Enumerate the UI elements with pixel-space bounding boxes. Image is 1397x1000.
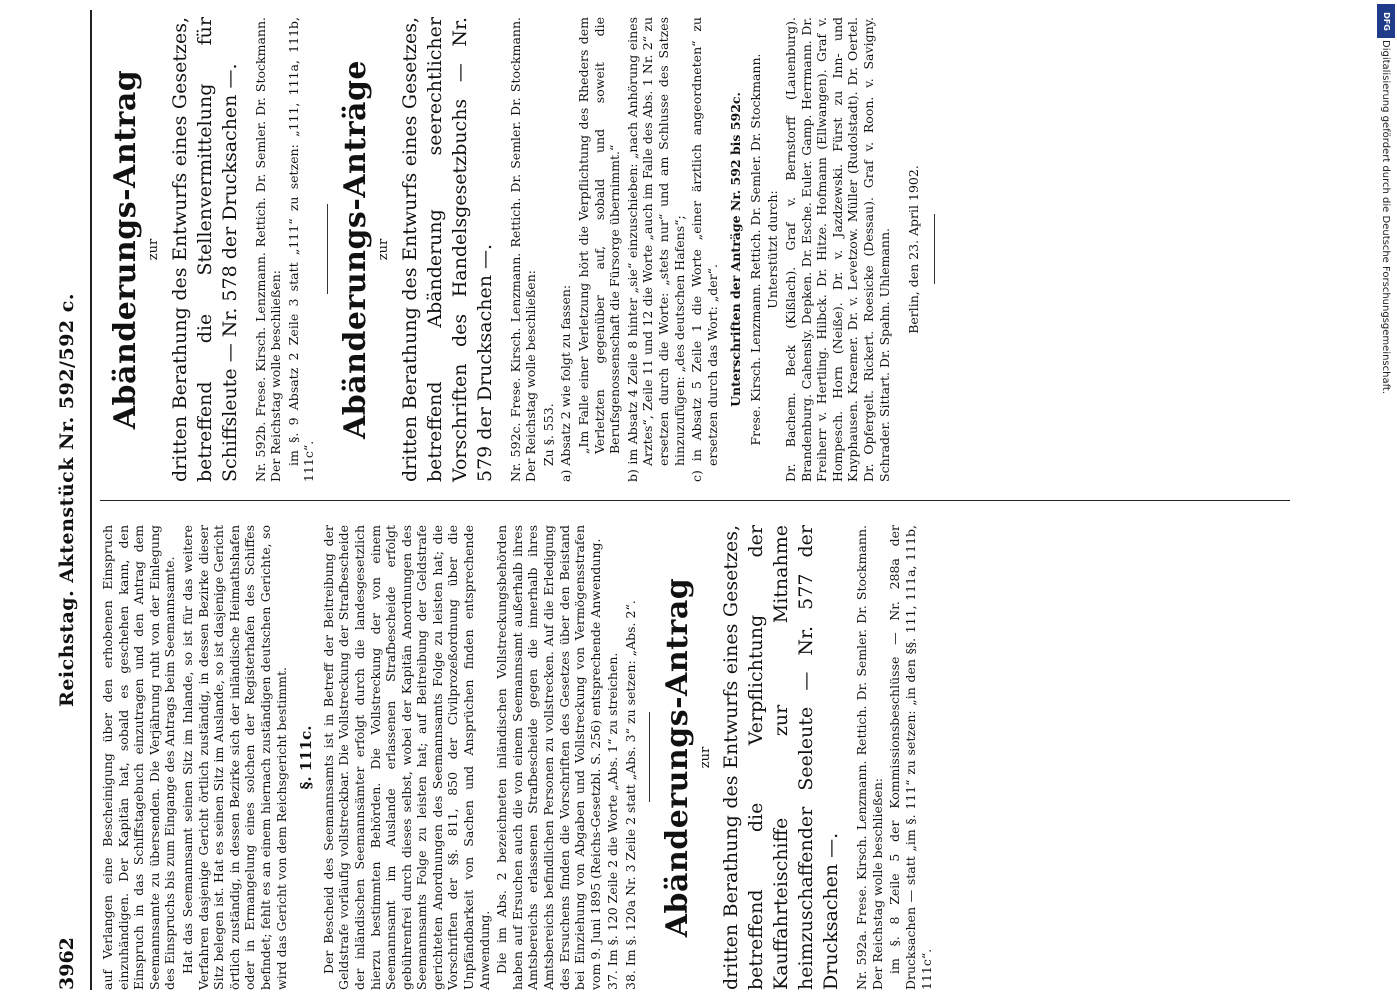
right-column <box>100 17 1340 482</box>
motion-title: Abänderungs-Antrag <box>659 577 695 938</box>
motion-text: im §. 8 Zeile 5 der Kommissionsbeschlüsse — Nr. 288a der Drucksachen — statt „im §. 111“ zu setzen: „in den §§. 111, 111a, 111b, 111c“. <box>887 525 934 990</box>
running-head: Reichstag. Aktenstück Nr. 592/592 c. <box>56 293 78 707</box>
motion-title: Abänderungs-Anträge <box>337 59 373 440</box>
paragraph: Hat das Seemannsamt seinen Sitz im Inlande, so ist für das weitere Verfahren dasjenige Gericht örtlich zuständig, in dessen Bezirke dieser Sitz belegen ist. Hat es seinen Sitz im Auslande, so ist dasjenige Gericht örtlich zuständig, in dessen Bezirke sich der inländische Heimathshafen oder in Ermangelung eines solchen der Registerhafen des Schiffes befindet; fehlt es an einem hiernach zuständigen deutschen Gerichte, so wird das Gericht von dem Reichsgericht bestimmt. <box>179 525 289 990</box>
date-line: Berlin, den 23. April 1902. <box>906 165 922 334</box>
list-item: c) in Absatz 5 Zeile 1 die Worte „einer ärztlich angeordneten“ zu ersetzen durch das Wort: „der“. <box>689 17 720 482</box>
supporters-list: Dr. Bachem. Beck (Kißlach). Graf v. Bernstorff (Lauenburg). Brandenburg. Cahensly. Depken. Dr. Esche. Euler. Gamp. Herrmann. Dr. Freiherr v. Hertling. Hilbck. Dr. Hitze. Hofmann (Ellwangen). Graf v. Hompesch. Horn (Neiße). Dr. v. Jazdzewski. Fürst zu Inn- und Knyphausen. Kraemer. Dr. v. Levetzow. Müller (Rudolstadt). Dr. Oertel. Dr. Opfergelt. Rickert. Roesicke (Dessau). Graf v. Roon. v. Savigny. Schrader. Sittart. Dr. Spahn. Uhlemann. <box>783 17 892 482</box>
motion-lead: dritten Berathung des Entwurfs eines Gesetzes, betreffend die Verpflichtung der Kauffahrteischiffe zur Mitnahme heimzuschaffender Seeleute — Nr. 577 der Drucksachen —. <box>720 525 843 990</box>
page-header <box>50 10 92 990</box>
divider <box>934 215 935 285</box>
signature-names: Frese. Kirsch. Lenzmann. Rettich. Dr. Semler. Dr. Stockmann. <box>747 53 763 446</box>
quoted-text: „Im Falle einer Verletzung hört die Verpflichtung des Rheders dem Verletzten gegenüber auf, sobald und soweit die Berufsgenossenschaft die Fürsorge übernimmt.“ <box>575 17 623 454</box>
motion-subtitle: zur <box>697 746 713 769</box>
motion-subtitle: zur <box>146 238 161 261</box>
list-item: 38. Im §. 120a Nr. 3 Zeile 2 statt „Abs. 3“ zu setzen: „Abs. 2“. <box>623 600 638 990</box>
page-number: 3962 <box>56 937 78 990</box>
motion-lead: dritten Berathung des Entwurfs eines Gesetzes, betreffend Abänderung seerechtlicher Vorschriften des Handelsgesetzbuchs — Nr. 579 der Drucksachen —. <box>398 17 496 482</box>
motion-header: Nr. 592b. Frese. Kirsch. Lenzmann. Rettich. Dr. Semler. Dr. Stockmann. Der Reichstag wolle beschließen: <box>252 17 284 482</box>
motion-title: Abänderungs-Antrag <box>108 69 143 430</box>
section-ref: Zu §. 553. <box>540 403 556 466</box>
digitization-note <box>1373 40 1395 960</box>
paragraph: Der Bescheid des Seemannsamts ist in Betreff der Beitreibung der Geldstrafe vorläufig vollstreckbar. Die Vollstreckung der Strafbescheide der inländischen Seemannsämter erfolgt durch die landesgesetzlich hierzu bestimmten Behörden. Die Vollstreckung der von einem Seemannsamt im Auslande erlassenen Strafbescheide erfolgt gebührenfrei durch dieses selbst, wobei der Kapitän Anordnungen des Seemannsamts Folge zu leisten hat; auf Beitreibung der Geldstrafe gerichteten Anordnungen des Seemannsamts Folge zu leisten hat; die Vorschriften der §§. 811, 850 der Civilprozeßordnung über die Unpfändbarkeit von Sachen und Ansprüchen finden entsprechende Anwendung. <box>320 525 492 990</box>
signatures-heading: Unterschriften der Anträge Nr. 592 bis 592c. <box>728 92 744 407</box>
section-heading: §. 111c. <box>297 725 316 790</box>
divider <box>649 713 650 803</box>
left-column <box>100 525 1340 990</box>
motion-header: Nr. 592a. Frese. Kirsch. Lenzmann. Rettich. Dr. Semler. Dr. Stockmann. Der Reichstag wolle beschließen: <box>854 525 885 990</box>
motion-text: im §. 9 Absatz 2 Zeile 3 statt „111“ zu setzen: „111, 111a, 111b, 111c“. <box>285 17 317 482</box>
motion-subtitle: zur <box>375 238 391 261</box>
funding-note: Digitalisierung gefördert durch die Deutsche Forschungsgemeinschaft. <box>1380 40 1391 395</box>
motion-header: Nr. 592c. Frese. Kirsch. Lenzmann. Rettich. Dr. Semler. Dr. Stockmann. Der Reichstag wolle beschließen: <box>507 17 539 482</box>
divider <box>327 205 328 295</box>
dfg-logo <box>1377 4 1395 38</box>
paragraph: Die im Abs. 2 bezeichneten inländischen Vollstreckungsbehörden haben auf Ersuchen auch die von einem Seemannsamt außerhalb ihres Amtsbereichs erlassenen Strafbescheide gegen die innerhalb ihres Amtsbereichs befindlichen Personen zu vollstrecken. Auf die Erledigung des Ersuchens finden die Vorschriften des Gesetzes über den Beistand bei Einziehung von Abgaben und Vollstreckung von Vermögensstrafen vom 9. Juni 1895 (Reichs-Gesetzbl. S. 256) entsprechende Anwendung. <box>494 525 603 990</box>
list-item: 37. Im §. 120 Zeile 2 die Worte „Abs. 1“ zu streichen. <box>605 652 621 990</box>
list-item: b) im Absatz 4 Zeile 8 hinter „sie“ einzuschieben: „nach Anhörung eines Arztes“, Zeile 11 und 12 die Worte „auch im Falle des Abs. 1 Nr. 2“ zu ersetzen durch die Worte: „stets nur“ und am Schlusse des Satzes hinzuzufügen: „des deutschen Hafens“; <box>624 17 687 482</box>
list-item: a) Absatz 2 wie folgt zu fassen: <box>558 284 574 482</box>
columns <box>100 10 1340 990</box>
column-divider <box>100 500 1290 501</box>
paragraph: auf Verlangen eine Bescheinigung über den erhobenen Einspruch einzuhändigen. Der Kapitän hat, sobald es geschehen kann, den Einspruch in das Schiffstagebuch einzutragen und den Antrag dem Seemannsamte zu übersenden. Die Verjährung ruht von der Einlegung des Einspruchs bis zum Eingange des Antrags beim Seemannsamte. <box>100 525 178 990</box>
supported-label: Unterstützt durch: <box>765 190 781 309</box>
dfg-logo-text: DFG <box>1381 11 1391 31</box>
rotated-page <box>50 10 1350 990</box>
motion-lead: dritten Berathung des Entwurfs eines Gesetzes, betreffend die Stellenvermittelung für Schiffsleute — Nr. 578 der Drucksachen —. <box>168 17 241 482</box>
